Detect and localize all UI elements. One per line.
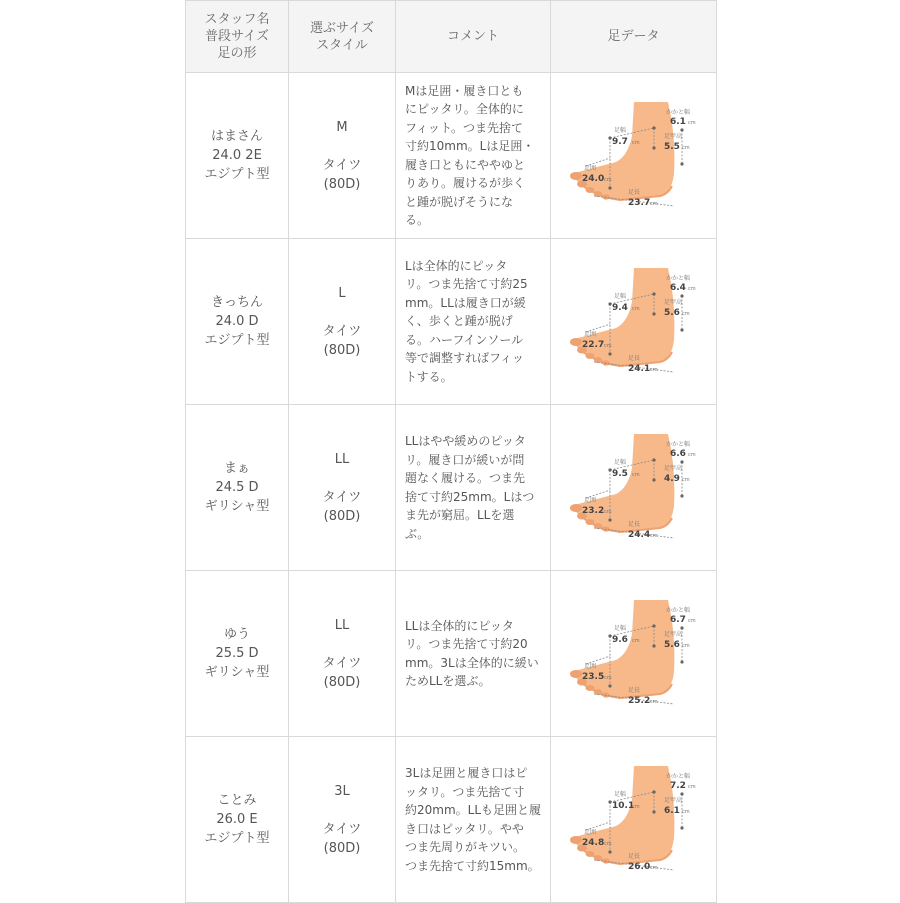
- unit-label: cm: [687, 285, 696, 292]
- comment-line: リ。つま先捨て寸約25: [405, 277, 528, 292]
- unit-label: cm: [681, 642, 690, 649]
- width-value: 9.4: [611, 302, 628, 313]
- usual-size: 24.0 D: [215, 314, 259, 329]
- comment-line: りあり。履けるが歩く: [405, 176, 526, 190]
- comment-line: リ。履き口が緩いが問: [405, 452, 525, 467]
- table-row: [186, 571, 717, 737]
- foot-illustration-icon: [570, 600, 674, 698]
- unit-label: cm: [603, 840, 612, 847]
- size-cell: [289, 239, 396, 405]
- denier: (80D): [323, 508, 361, 524]
- header-staff-line: 普段サイズ: [205, 29, 269, 44]
- comment-line: 題なく履ける。つま先: [405, 471, 526, 485]
- girth-label: 足囲: [583, 662, 596, 670]
- comment-line: ッタリ。つま先捨て寸: [405, 784, 525, 799]
- comment-line: リ。つま先捨て寸約20: [405, 637, 528, 651]
- chosen-size: L: [338, 285, 346, 301]
- unit-label: cm: [603, 508, 612, 515]
- staff-cell: [186, 239, 289, 405]
- unit-label: cm: [649, 200, 658, 207]
- comment-line: フィット。つま先捨て: [405, 120, 523, 135]
- table-row: [186, 239, 717, 405]
- foot-shape: ギリシャ型: [204, 665, 270, 680]
- usual-size: 26.0 E: [216, 812, 258, 827]
- comment-line: く、歩くと踵が脱げ: [405, 314, 513, 329]
- heel-value: 6.7: [669, 614, 686, 625]
- comment-line: Mは足囲・履き口とも: [405, 83, 524, 98]
- width-label: 足幅: [613, 292, 626, 300]
- unit-label: cm: [603, 674, 612, 681]
- length-value: 23.7: [627, 197, 650, 208]
- girth-value: 24.8: [581, 837, 604, 848]
- comment-line: トする。: [405, 369, 453, 384]
- instep-value: 4.9: [663, 473, 680, 484]
- comment-line: 3Lは足囲と履き口はピ: [405, 766, 528, 780]
- width-value: 9.5: [611, 468, 628, 479]
- unit-label: cm: [681, 310, 690, 317]
- chosen-size: 3L: [334, 783, 350, 799]
- heel-value: 6.1: [669, 116, 686, 127]
- comment-line: 寸約10mm。Lは足囲・: [405, 139, 535, 153]
- width-value: 9.7: [611, 136, 628, 147]
- header-foot-data: 足データ: [551, 1, 717, 73]
- style-name: タイツ: [322, 157, 362, 173]
- foot-illustration-icon: [570, 766, 674, 864]
- girth-label: 足囲: [583, 164, 596, 172]
- unit-label: cm: [631, 471, 640, 478]
- staff-name: ことみ: [217, 793, 257, 808]
- comment-cell: [396, 737, 551, 903]
- foot-data-cell: [551, 239, 717, 405]
- denier: (80D): [323, 342, 361, 358]
- comment-line: と踵が脱げそうにな: [405, 194, 514, 209]
- foot-illustration-icon: [570, 268, 674, 366]
- comment-line: 約20mm。LLも足囲と履: [405, 803, 542, 817]
- table-row: [186, 73, 717, 239]
- comment-line: る。: [405, 213, 430, 227]
- length-value: 25.2: [627, 695, 650, 706]
- size-cell: [289, 571, 396, 737]
- length-label: 足長: [627, 354, 640, 362]
- staff-name: はまさん: [210, 129, 263, 144]
- unit-label: cm: [603, 176, 612, 183]
- foot-data-cell: [551, 737, 717, 903]
- unit-label: cm: [631, 139, 640, 146]
- foot-shape: エジプト型: [204, 333, 270, 348]
- heel-label: かかと幅: [665, 274, 690, 282]
- comment-line: る。ハーフインソール: [405, 332, 524, 347]
- table-header-row: [186, 1, 717, 73]
- length-value: 24.4: [627, 529, 650, 540]
- header-size: [289, 1, 396, 73]
- heel-label: かかと幅: [665, 606, 690, 614]
- staff-fit-table: [185, 0, 717, 903]
- chosen-size: LL: [334, 617, 350, 633]
- width-label: 足幅: [613, 126, 626, 134]
- comment-line: mm。LLは履き口が緩: [405, 295, 526, 310]
- girth-label: 足囲: [583, 496, 596, 504]
- header-staff-line: 足の形: [217, 46, 257, 61]
- instep-value: 5.6: [663, 307, 680, 318]
- instep-value: 5.6: [663, 639, 680, 650]
- staff-cell: [186, 73, 289, 239]
- girth-label: 足囲: [583, 828, 596, 836]
- comment-line: つま先捨て寸約15mm。: [405, 858, 540, 873]
- length-label: 足長: [627, 686, 640, 694]
- foot-illustration-icon: [570, 434, 674, 532]
- table-row: [186, 405, 717, 571]
- comment-line: き口はピッタリ。やや: [405, 821, 524, 836]
- width-value: 9.6: [611, 634, 628, 645]
- unit-label: cm: [687, 617, 696, 624]
- chosen-size: LL: [334, 451, 350, 467]
- comment-cell: [396, 73, 551, 239]
- foot-shape: エジプト型: [204, 167, 270, 182]
- foot-illustration-icon: [570, 102, 674, 200]
- length-label: 足長: [627, 852, 640, 860]
- usual-size: 24.0 2E: [212, 148, 262, 163]
- heel-label: かかと幅: [665, 108, 690, 116]
- comment-line: 履き口ともにややゆと: [405, 157, 526, 172]
- length-value: 26.0: [627, 861, 650, 872]
- girth-label: 足囲: [583, 330, 596, 338]
- instep-label: 足甲高: [663, 132, 682, 140]
- unit-label: cm: [687, 451, 696, 458]
- comment-line: mm。3Lは全体的に緩い: [405, 655, 539, 670]
- unit-label: cm: [681, 808, 690, 815]
- header-staff-line: スタッフ名: [204, 12, 270, 27]
- unit-label: cm: [649, 864, 658, 871]
- girth-value: 24.0: [581, 173, 604, 184]
- size-cell: [289, 73, 396, 239]
- foot-data-cell: [551, 73, 717, 239]
- unit-label: cm: [603, 342, 612, 349]
- length-label: 足長: [627, 188, 640, 196]
- unit-label: cm: [687, 783, 696, 790]
- heel-label: かかと幅: [665, 772, 690, 780]
- heel-value: 6.4: [669, 282, 686, 293]
- comment-line: ま先が窮屈。LLを選: [405, 508, 515, 522]
- unit-label: cm: [649, 366, 658, 373]
- staff-name: きっちん: [210, 295, 263, 310]
- chosen-size: M: [336, 119, 348, 135]
- girth-value: 22.7: [581, 339, 604, 350]
- width-label: 足幅: [613, 790, 626, 798]
- foot-diagram: [564, 428, 704, 548]
- denier: (80D): [323, 674, 361, 690]
- comment-line: 捨て寸約25mm。Lはつ: [405, 489, 535, 504]
- length-label: 足長: [627, 520, 640, 528]
- style-name: タイツ: [322, 655, 362, 671]
- comment-cell: [396, 239, 551, 405]
- foot-diagram: [564, 262, 704, 382]
- usual-size: 24.5 D: [215, 480, 259, 495]
- comment-line: にピッタリ。全体的に: [405, 102, 524, 116]
- girth-value: 23.2: [581, 505, 604, 516]
- unit-label: cm: [631, 637, 640, 644]
- style-name: タイツ: [322, 323, 362, 339]
- staff-name: まぁ: [223, 461, 250, 476]
- header-comment: コメント: [396, 1, 551, 73]
- length-value: 24.1: [627, 363, 650, 374]
- comment-line: 等で調整すればフィッ: [405, 351, 525, 366]
- girth-value: 23.5: [581, 671, 604, 682]
- header-size-line: 選ぶサイズ: [310, 20, 374, 36]
- staff-cell: [186, 571, 289, 737]
- foot-data-cell: [551, 571, 717, 737]
- width-value: 10.1: [611, 800, 634, 811]
- table-row: [186, 737, 717, 903]
- unit-label: cm: [681, 476, 690, 483]
- unit-label: cm: [631, 803, 640, 810]
- unit-label: cm: [649, 532, 658, 539]
- comment-line: つま先周りがキツい。: [405, 840, 526, 854]
- unit-label: cm: [687, 119, 696, 126]
- style-name: タイツ: [322, 489, 362, 505]
- style-name: タイツ: [322, 821, 362, 837]
- usual-size: 25.5 D: [215, 646, 259, 661]
- heel-value: 6.6: [669, 448, 686, 459]
- instep-value: 6.1: [663, 805, 680, 816]
- header-staff: [186, 1, 289, 73]
- comment-line: ためLLを選ぶ。: [405, 674, 491, 688]
- foot-diagram: [564, 594, 704, 714]
- instep-value: 5.5: [663, 141, 680, 152]
- foot-diagram: [564, 96, 704, 216]
- staff-name: ゆう: [223, 627, 250, 642]
- comment-line: LLはやや緩めのピッタ: [405, 434, 526, 448]
- instep-label: 足甲高: [663, 464, 682, 472]
- heel-value: 7.2: [669, 780, 686, 791]
- width-label: 足幅: [613, 624, 626, 632]
- size-cell: [289, 405, 396, 571]
- width-label: 足幅: [613, 458, 626, 466]
- denier: (80D): [323, 840, 361, 856]
- comment-cell: [396, 571, 551, 737]
- comment-line: Lは全体的にピッタ: [405, 258, 508, 273]
- foot-shape: ギリシャ型: [204, 499, 270, 514]
- staff-cell: [186, 737, 289, 903]
- denier: (80D): [323, 176, 361, 192]
- comment-line: ぶ。: [405, 526, 430, 541]
- instep-label: 足甲高: [663, 630, 682, 638]
- foot-data-cell: [551, 405, 717, 571]
- instep-label: 足甲高: [663, 796, 682, 804]
- unit-label: cm: [631, 305, 640, 312]
- staff-cell: [186, 405, 289, 571]
- comment-cell: [396, 405, 551, 571]
- foot-diagram: [564, 760, 704, 880]
- unit-label: cm: [649, 698, 658, 705]
- heel-label: かかと幅: [665, 440, 690, 448]
- size-cell: [289, 737, 396, 903]
- unit-label: cm: [681, 144, 690, 151]
- foot-shape: エジプト型: [204, 831, 270, 846]
- instep-label: 足甲高: [663, 298, 682, 306]
- comment-line: LLは全体的にピッタ: [405, 618, 514, 633]
- header-size-line: スタイル: [316, 37, 368, 53]
